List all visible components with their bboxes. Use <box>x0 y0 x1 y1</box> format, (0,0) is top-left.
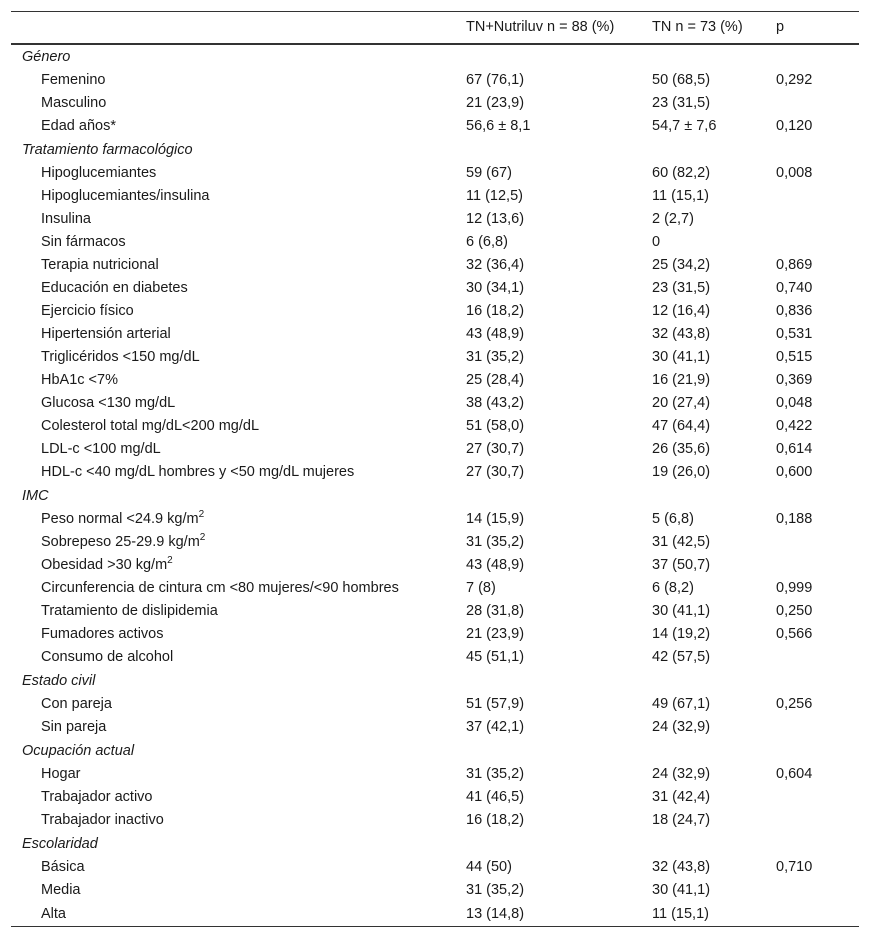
cell-p-value: 0,188 <box>776 511 813 527</box>
row-label: Obesidad >30 kg/m <box>41 557 168 573</box>
table-row <box>11 92 859 115</box>
row-label-cell <box>11 902 466 927</box>
cell-nutriluv: 38 (43,2) <box>466 395 525 411</box>
row-label-cell <box>11 415 466 438</box>
table-row <box>11 162 859 185</box>
cell-tn: 60 (82,2) <box>652 165 711 181</box>
cell-p-value <box>776 786 859 809</box>
row-label: Masculino <box>41 95 107 111</box>
row-label-cell <box>11 461 466 484</box>
table-row <box>11 392 859 415</box>
row-label: Sin fármacos <box>41 234 126 250</box>
table-row <box>11 415 859 438</box>
row-label: Hipoglucemiantes/insulina <box>41 188 210 204</box>
cell-tn: 42 (57,5) <box>652 649 711 665</box>
row-label: Educación en diabetes <box>41 280 188 296</box>
cell-nutriluv: 12 (13,6) <box>466 211 525 227</box>
cell-nutriluv: 31 (35,2) <box>466 349 525 365</box>
cell-nutriluv: 7 (8) <box>466 580 496 596</box>
cell-tn: 31 (42,5) <box>652 534 711 550</box>
row-label: Circunferencia de cintura cm <80 mujeres/<90 hombres <box>41 580 399 596</box>
row-label-cell <box>11 185 466 208</box>
row-label: Consumo de alcohol <box>41 649 174 665</box>
table-row <box>11 461 859 484</box>
section-row <box>11 669 859 693</box>
row-label-cell <box>11 531 466 554</box>
cell-nutriluv: 37 (42,1) <box>466 719 525 735</box>
cell-tn: 31 (42,4) <box>652 789 711 805</box>
row-label-cell <box>11 623 466 646</box>
section-row <box>11 832 859 856</box>
cell-nutriluv: 13 (14,8) <box>466 902 652 927</box>
table-row <box>11 300 859 323</box>
cell-nutriluv: 27 (30,7) <box>466 441 525 457</box>
header-p-value: p <box>776 12 859 44</box>
cell-tn: 54,7 ± 7,6 <box>652 118 717 134</box>
cell-tn: 5 (6,8) <box>652 511 694 527</box>
row-label: Ejercicio físico <box>41 303 134 319</box>
unit-superscript: 2 <box>167 555 173 566</box>
table-row <box>11 254 859 277</box>
cell-nutriluv: 51 (58,0) <box>466 418 525 434</box>
cell-tn: 11 (15,1) <box>652 902 776 927</box>
row-label: Colesterol total mg/dL<200 mg/dL <box>41 418 260 434</box>
table-row <box>11 323 859 346</box>
row-label-cell <box>11 369 466 392</box>
table-row <box>11 531 859 554</box>
row-label-cell <box>11 879 466 902</box>
row-label: Edad años* <box>41 118 116 134</box>
row-label-cell <box>11 693 466 716</box>
section-row <box>11 484 859 508</box>
row-label-cell <box>11 346 466 369</box>
table-row <box>11 346 859 369</box>
cell-p-value <box>776 531 859 554</box>
cell-p-value: 0,836 <box>776 303 813 319</box>
row-label-cell <box>11 392 466 415</box>
cell-p-value: 0,600 <box>776 464 813 480</box>
table-row <box>11 185 859 208</box>
cell-tn: 30 (41,1) <box>652 603 711 619</box>
cell-p-value: 0,566 <box>776 626 813 642</box>
table-row <box>11 231 859 254</box>
cell-tn: 32 (43,8) <box>652 859 711 875</box>
cell-nutriluv: 14 (15,9) <box>466 511 525 527</box>
cell-nutriluv: 43 (48,9) <box>466 557 525 573</box>
cell-p-value <box>776 554 859 577</box>
table-row <box>11 763 859 786</box>
cell-nutriluv: 67 (76,1) <box>466 72 525 88</box>
row-label-cell <box>11 300 466 323</box>
table-row <box>11 856 859 879</box>
row-label: Trabajador inactivo <box>41 812 164 828</box>
table-row <box>11 809 859 832</box>
table-row <box>11 115 859 138</box>
row-label-cell <box>11 809 466 832</box>
cell-nutriluv: 43 (48,9) <box>466 326 525 342</box>
table-header <box>11 12 859 44</box>
row-label-cell <box>11 554 466 577</box>
cell-p-value <box>776 646 859 669</box>
cell-tn: 32 (43,8) <box>652 326 711 342</box>
row-label: Alta <box>41 905 66 922</box>
cell-tn: 47 (64,4) <box>652 418 711 434</box>
row-label-cell <box>11 856 466 879</box>
row-label-cell <box>11 646 466 669</box>
cell-p-value: 0,869 <box>776 257 813 273</box>
cell-p-value: 0,604 <box>776 766 813 782</box>
cell-nutriluv: 28 (31,8) <box>466 603 525 619</box>
table-row <box>11 902 859 927</box>
cell-tn: 12 (16,4) <box>652 303 711 319</box>
header-group-nutriluv: TN+Nutriluv n = 88 (%) <box>466 12 652 44</box>
cell-nutriluv: 27 (30,7) <box>466 464 525 480</box>
data-table <box>11 11 859 927</box>
cell-nutriluv: 31 (35,2) <box>466 766 525 782</box>
cell-tn: 14 (19,2) <box>652 626 711 642</box>
cell-nutriluv: 31 (35,2) <box>466 882 525 898</box>
row-label: HbA1c <7% <box>41 372 118 388</box>
section-title: Tratamiento farmacológico <box>22 141 193 158</box>
row-label-cell <box>11 231 466 254</box>
cell-p-value: 0,008 <box>776 165 813 181</box>
table-row <box>11 646 859 669</box>
table-row <box>11 786 859 809</box>
row-label: Con pareja <box>41 696 112 712</box>
table-row <box>11 693 859 716</box>
row-label: Básica <box>41 859 85 875</box>
cell-tn: 16 (21,9) <box>652 372 711 388</box>
cell-nutriluv: 30 (34,1) <box>466 280 525 296</box>
cell-nutriluv: 21 (23,9) <box>466 626 525 642</box>
row-label: Tratamiento de dislipidemia <box>41 603 218 619</box>
cell-tn: 25 (34,2) <box>652 257 711 273</box>
row-label-cell <box>11 254 466 277</box>
section-title: Ocupación actual <box>22 742 135 759</box>
row-label-cell <box>11 716 466 739</box>
table-row <box>11 208 859 231</box>
section-row <box>11 138 859 162</box>
cell-nutriluv: 11 (12,5) <box>466 188 523 204</box>
table-row <box>11 623 859 646</box>
cell-tn: 30 (41,1) <box>652 882 711 898</box>
cell-tn: 23 (31,5) <box>652 95 711 111</box>
row-label: Trabajador activo <box>41 789 153 805</box>
cell-p-value <box>776 208 859 231</box>
cell-nutriluv: 16 (18,2) <box>466 303 525 319</box>
section-row <box>11 44 859 69</box>
cell-nutriluv: 56,6 ± 8,1 <box>466 118 531 134</box>
table-row <box>11 577 859 600</box>
section-title: IMC <box>22 487 49 504</box>
table-row <box>11 69 859 92</box>
cell-tn: 37 (50,7) <box>652 557 711 573</box>
cell-p-value: 0,369 <box>776 372 813 388</box>
section-title: Género <box>22 48 71 65</box>
row-label-cell <box>11 786 466 809</box>
row-label-cell <box>11 208 466 231</box>
cell-p-value <box>776 185 859 208</box>
header-label-col <box>11 12 466 44</box>
row-label-cell <box>11 508 466 531</box>
row-label-cell <box>11 763 466 786</box>
table-row <box>11 508 859 531</box>
cell-nutriluv: 45 (51,1) <box>466 649 525 665</box>
row-label: Hogar <box>41 766 81 782</box>
row-label-cell <box>11 600 466 623</box>
section-row <box>11 739 859 763</box>
cell-nutriluv: 16 (18,2) <box>466 812 525 828</box>
row-label: Triglicéridos <150 mg/dL <box>41 349 200 365</box>
row-label: Peso normal <24.9 kg/m <box>41 511 199 527</box>
cell-p-value: 0,422 <box>776 418 813 434</box>
cell-tn: 49 (67,1) <box>652 696 711 712</box>
cell-tn: 30 (41,1) <box>652 349 711 365</box>
cell-p-value: 0,292 <box>776 72 813 88</box>
row-label: Fumadores activos <box>41 626 164 642</box>
row-label: Hipoglucemiantes <box>41 165 157 181</box>
row-label-cell <box>11 577 466 600</box>
cell-p-value <box>776 231 859 254</box>
cell-p-value: 0,048 <box>776 395 813 411</box>
unit-superscript: 2 <box>199 532 206 543</box>
cell-tn: 19 (26,0) <box>652 464 711 480</box>
cell-p-value: 0,710 <box>776 859 813 875</box>
row-label-cell <box>11 69 466 92</box>
row-label-cell <box>11 92 466 115</box>
cell-p-value <box>776 92 859 115</box>
row-label: Media <box>41 882 81 898</box>
row-label: Terapia nutricional <box>41 257 159 273</box>
cell-nutriluv: 31 (35,2) <box>466 534 525 550</box>
section-title: Escolaridad <box>22 835 98 852</box>
cell-nutriluv: 51 (57,9) <box>466 696 525 712</box>
cell-tn: 23 (31,5) <box>652 280 711 296</box>
section-title: Estado civil <box>22 672 96 689</box>
row-label-cell <box>11 162 466 185</box>
cell-p-value <box>776 716 859 739</box>
cell-nutriluv: 44 (50) <box>466 859 512 875</box>
cell-tn: 24 (32,9) <box>652 766 711 782</box>
row-label: Insulina <box>41 211 91 227</box>
row-label: Sin pareja <box>41 719 107 735</box>
table-row <box>11 879 859 902</box>
cell-tn: 20 (27,4) <box>652 395 711 411</box>
cell-tn: 24 (32,9) <box>652 719 711 735</box>
row-label: Sobrepeso 25-29.9 kg/m <box>41 534 200 550</box>
cell-nutriluv: 6 (6,8) <box>466 234 508 250</box>
table-row <box>11 554 859 577</box>
table-row <box>11 438 859 461</box>
cell-nutriluv: 21 (23,9) <box>466 95 525 111</box>
cell-p-value: 0,531 <box>776 326 813 342</box>
row-label: Femenino <box>41 72 106 88</box>
row-label: Glucosa <130 mg/dL <box>41 395 176 411</box>
cell-p-value: 0,515 <box>776 349 813 365</box>
cell-p-value: 0,614 <box>776 441 813 457</box>
table-row <box>11 600 859 623</box>
row-label: HDL-c <40 mg/dL hombres y <50 mg/dL mujeres <box>41 464 355 480</box>
cell-nutriluv: 59 (67) <box>466 165 512 181</box>
cell-p-value: 0,256 <box>776 696 813 712</box>
cell-tn: 0 <box>652 234 661 250</box>
header-row <box>11 12 859 44</box>
cell-tn: 2 (2,7) <box>652 211 694 227</box>
cell-tn: 11 (15,1) <box>652 188 709 204</box>
row-label-cell <box>11 115 466 138</box>
cell-tn: 6 (8,2) <box>652 580 694 596</box>
header-group-tn: TN n = 73 (%) <box>652 12 776 44</box>
cell-nutriluv: 25 (28,4) <box>466 372 525 388</box>
row-label-cell <box>11 323 466 346</box>
cell-nutriluv: 41 (46,5) <box>466 789 525 805</box>
cell-p-value: 0,250 <box>776 603 813 619</box>
row-label: LDL-c <100 mg/dL <box>41 441 161 457</box>
table-row <box>11 369 859 392</box>
cell-p-value: 0,120 <box>776 118 813 134</box>
table-row <box>11 716 859 739</box>
row-label-cell <box>11 277 466 300</box>
cell-p-value <box>776 879 859 902</box>
unit-superscript: 2 <box>198 509 205 520</box>
cell-tn: 18 (24,7) <box>652 812 711 828</box>
row-label: Hipertensión arterial <box>41 326 171 342</box>
row-label-cell <box>11 438 466 461</box>
cell-p-value: 0,740 <box>776 280 813 296</box>
cell-p-value <box>776 902 859 927</box>
table-row <box>11 277 859 300</box>
cell-p-value: 0,999 <box>776 580 813 596</box>
cell-tn: 50 (68,5) <box>652 72 711 88</box>
table-body <box>11 44 859 927</box>
cell-tn: 26 (35,6) <box>652 441 711 457</box>
cell-p-value <box>776 809 859 832</box>
cell-nutriluv: 32 (36,4) <box>466 257 525 273</box>
